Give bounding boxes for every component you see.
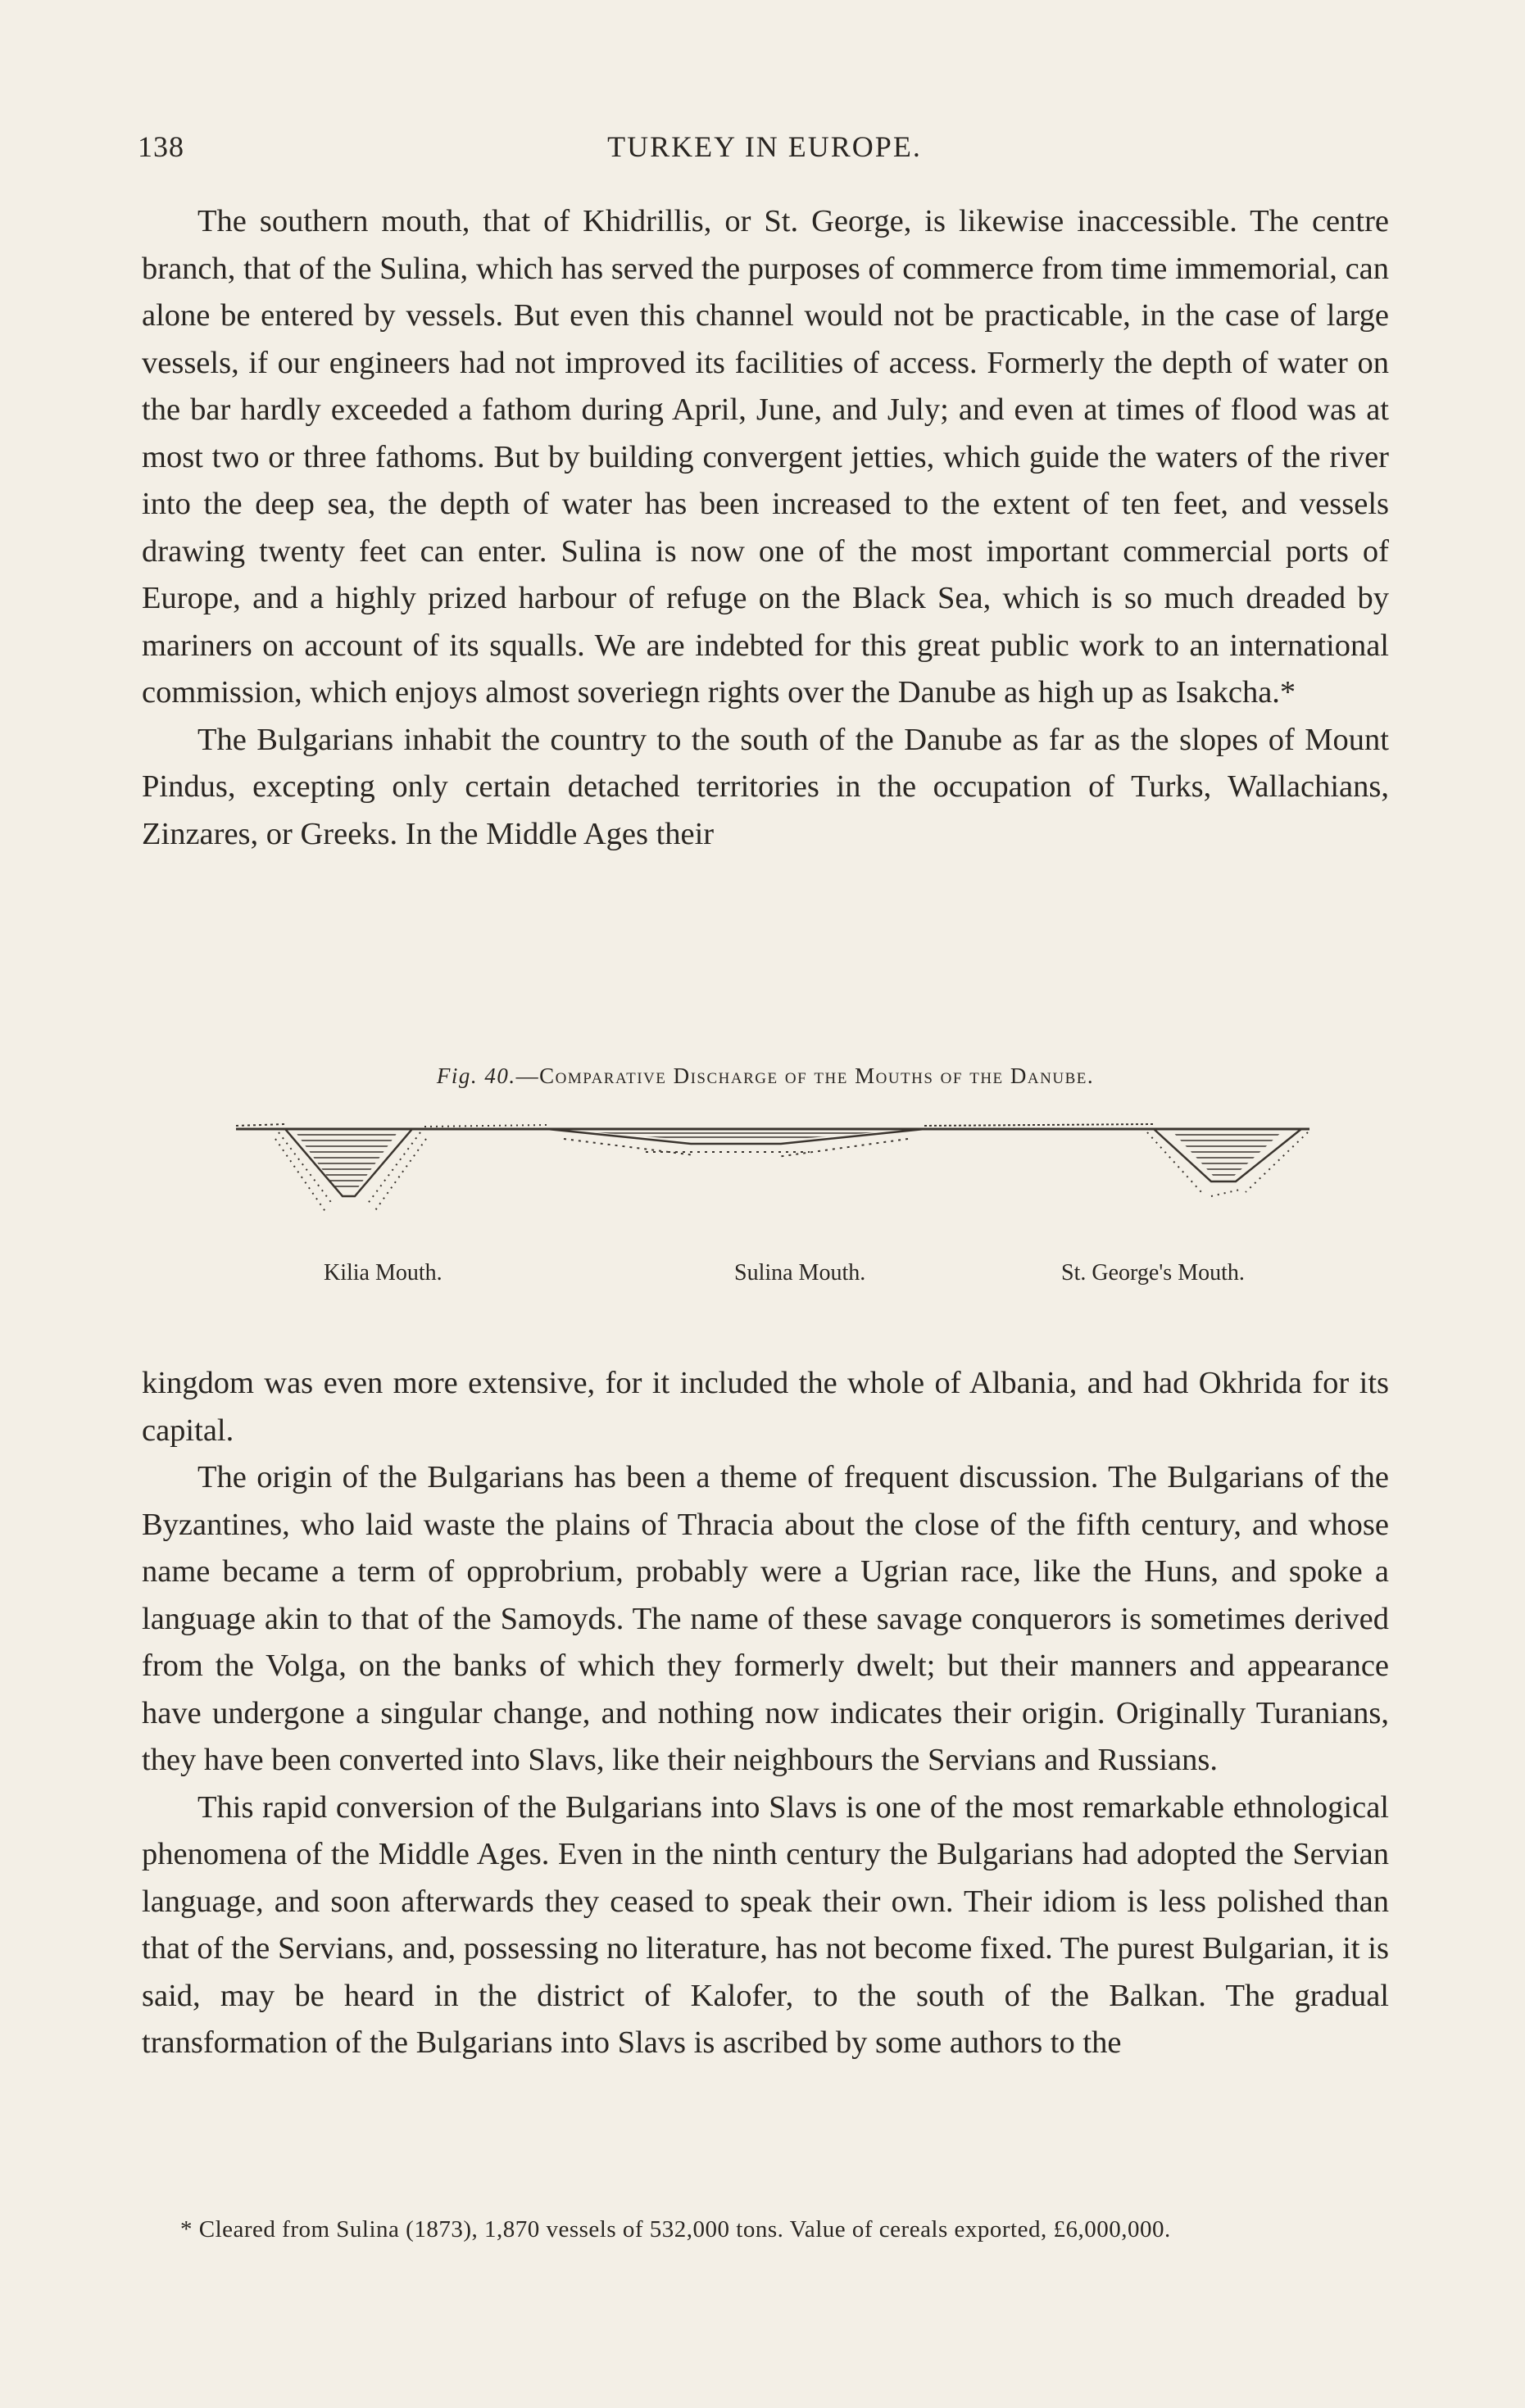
figure-number: Fig. 40. [436, 1063, 516, 1088]
paragraph-continuation: kingdom was even more extensive, for it included the whole of Albania, and had Okhrida for its capital. [142, 1366, 1389, 1448]
paragraph: This rapid conversion of the Bulgarians into Slavs is one of the most remarkable ethnological phenomena of the Middle Ages. Even in the ninth century the Bulgarians had adopted the Servian language, and soon afterwards they ceased to speak their own. Their idiom is less polished than that of the Servians, and, possessing no literature, has not become fixed. The purest Bulgarian, it is said, may be heard in the district of Kalofer, to the south of the Balkan. The gradual transformation of the Bulgarians into Slavs is ascribed by some authors to the [142, 1789, 1389, 2060]
paragraph: The origin of the Bulgarians has been a theme of frequent discussion. The Bulgarians of the Byzantines, who laid waste the plains of Thracia about the close of the fifth century, and whose name became a term of opprobrium, probably were a Ugrian race, like the Huns, and spoke a language akin to that of the Samoyds. The name of these savage conquerors is sometimes derived from the Volga, on the banks of which they formerly dwelt; but their manners and appearance have undergone a singular change, and nothing now indicates their origin. Originally Turanians, they have been converted into Slavs, like their neighbours the Servians and Russians. [142, 1460, 1389, 1777]
river-cross-section-illustration [236, 1114, 1318, 1245]
sulina-mouth-label: Sulina Mouth. [734, 1260, 866, 1286]
page-number: 138 [138, 130, 184, 163]
st-george-mouth-label: St. George's Mouth. [1061, 1260, 1245, 1286]
running-head [138, 129, 1391, 166]
running-title: TURKEY IN EUROPE. [607, 130, 922, 163]
paragraph: The Bulgarians inhabit the country to the south of the Danube as far as the slopes of Mount Pindus, excepting only certain detached territories in the occupation of Turks, Wallachians, Zinzares, or Greeks. In the Middle Ages their [142, 722, 1389, 851]
paragraph: The southern mouth, that of Khidrillis, or St. George, is likewise inaccessible. The centre branch, that of the Sulina, which has served the purposes of commerce from time immemorial, can alone be entered by vessels. But even this channel would not be practicable, in the case of large vessels, if our engineers had not improved its facilities of access. Formerly the depth of water on the bar hardly exceeded a fathom during April, June, and July; and even at times of flood was at most two or three fathoms. But by building convergent jetties, which guide the waters of the river into the deep sea, the depth of water has been increased to the extent of ten feet, and vessels drawing twenty feet can enter. Sulina is now one of the most important commercial ports of Europe, and a highly prized harbour of refuge on the Black Sea, which is so much dreaded by mariners on account of its squalls. We are indebted for this great public work to an international commission, which enjoys almost soveriegn rights over the Danube as high up as Isakcha.* [142, 204, 1389, 710]
body-text-top [142, 198, 1389, 858]
figure-engraving [236, 1114, 1318, 1245]
figure-labels [142, 1260, 1389, 1293]
kilia-mouth-label: Kilia Mouth. [324, 1260, 443, 1286]
figure-caption [142, 1063, 1389, 1089]
body-text-bottom [142, 1360, 1389, 2067]
footnote: * Cleared from Sulina (1873), 1,870 vessels of 532,000 tons. Value of cereals exported, £6,000,000. [180, 2216, 1171, 2242]
figure-title: —Comparative Discharge of the Mouths of the Danube. [515, 1063, 1095, 1088]
